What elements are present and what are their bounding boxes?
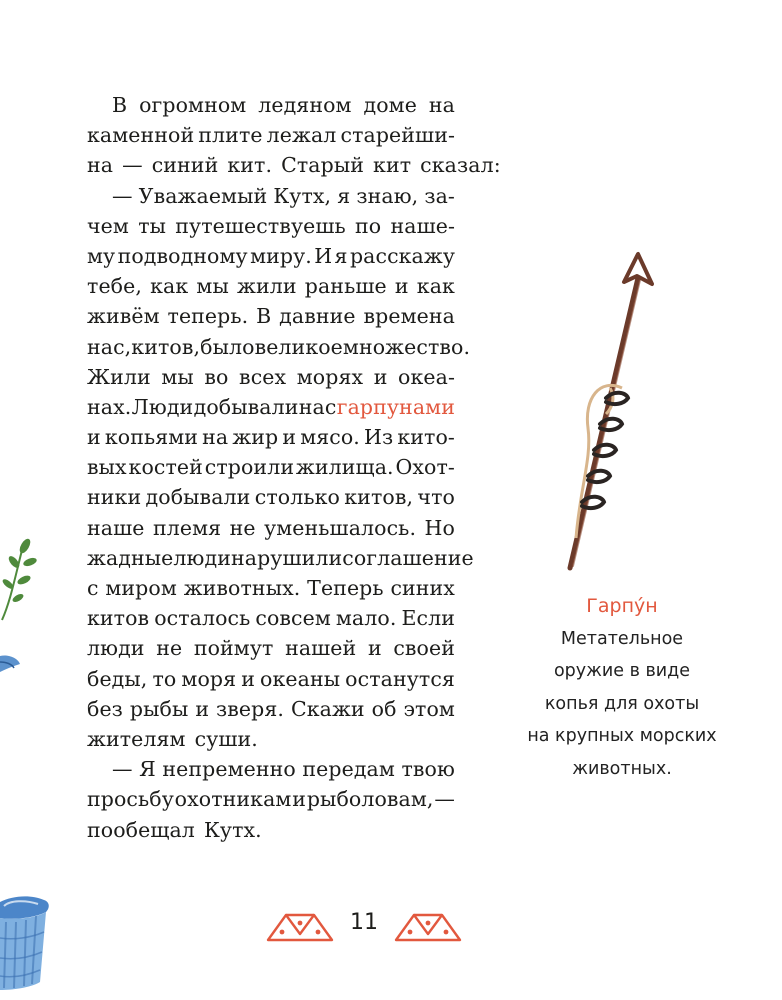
text-word: было <box>200 334 255 359</box>
text-word: и <box>195 696 210 721</box>
text-word: моря <box>181 666 237 691</box>
text-word: осталось <box>154 606 251 631</box>
text-word: совсем <box>255 606 331 631</box>
text-line <box>87 573 455 603</box>
text-word: В <box>256 304 272 329</box>
story-text <box>87 90 501 845</box>
text-line <box>87 452 455 482</box>
text-line <box>87 513 455 543</box>
text-word: зверя. <box>216 696 285 721</box>
text-line <box>87 362 455 392</box>
text-word: синих <box>390 576 455 600</box>
text-word: кит. <box>227 153 273 178</box>
text-word: своей <box>393 636 455 661</box>
text-word: Если <box>401 606 455 631</box>
text-word: копьями <box>104 425 199 450</box>
text-line <box>87 784 455 814</box>
text-word: миром <box>105 576 177 600</box>
text-word: множество. <box>342 334 471 359</box>
text-word: рыболовам, <box>306 787 434 812</box>
text-line <box>87 754 455 784</box>
text-word: живём <box>87 304 160 329</box>
text-word: с <box>87 576 99 600</box>
glossary-definition-line: на крупных морских <box>527 726 717 746</box>
text-word: что <box>417 485 455 510</box>
text-word: чем <box>87 213 129 238</box>
highlighted-term: гарпунами <box>336 394 455 419</box>
text-word: Я <box>139 757 156 782</box>
text-word: ники <box>87 485 142 510</box>
text-word: всех <box>239 364 287 389</box>
text-word: Жили <box>87 364 151 389</box>
text-word: океаны <box>260 666 341 691</box>
text-word: каменной <box>87 123 195 148</box>
text-word: — <box>112 183 133 208</box>
text-word: суши. <box>194 726 258 751</box>
text-word: без <box>87 696 123 721</box>
text-line <box>87 211 455 241</box>
text-word: — <box>112 757 133 782</box>
text-word: миру. <box>250 243 312 268</box>
text-word: об <box>371 696 397 721</box>
text-word: как <box>416 274 455 299</box>
text-line <box>87 815 455 845</box>
text-line <box>87 181 455 211</box>
text-word: тебе, <box>87 274 142 299</box>
text-word: кито- <box>397 425 455 450</box>
text-line <box>87 301 455 331</box>
text-word: люди <box>87 636 145 661</box>
text-word: и <box>373 364 388 389</box>
text-word: нашей <box>285 636 357 661</box>
page-footer <box>266 908 462 946</box>
text-word: и <box>87 425 101 450</box>
text-word: раньше <box>304 274 387 299</box>
text-word: останутся <box>345 666 455 691</box>
text-word: и <box>292 787 307 812</box>
text-word: Уважаемый <box>138 183 268 208</box>
text-word: поймут <box>193 636 274 661</box>
text-word: и <box>394 274 409 299</box>
text-word: жилища. <box>295 455 394 480</box>
text-word: китов <box>87 606 150 631</box>
text-word: китов, <box>344 485 414 510</box>
text-line <box>87 664 455 694</box>
text-word: Кутх. <box>203 817 262 842</box>
text-word: — <box>122 153 143 178</box>
text-word: нас, <box>87 334 132 359</box>
page-number: 11 <box>350 910 378 935</box>
text-word: кит <box>373 153 412 178</box>
text-word: этом <box>403 696 455 721</box>
text-word: жадные <box>87 545 174 570</box>
text-word: И <box>314 243 333 268</box>
text-word: морях <box>296 364 364 389</box>
text-word: уменьшалось. <box>264 515 417 540</box>
text-word: и <box>282 425 297 450</box>
text-word: охотникам <box>174 787 292 812</box>
text-word: наше- <box>390 213 455 238</box>
triangle-ornament-icon <box>266 912 334 942</box>
text-word: сказал: <box>420 153 501 178</box>
text-word: столько <box>254 485 340 510</box>
text-word: на <box>202 425 229 450</box>
text-word: лежал <box>266 123 337 148</box>
text-word: великое <box>254 334 343 359</box>
text-line <box>87 422 455 452</box>
text-word: океа- <box>398 364 455 389</box>
text-word: я <box>337 183 351 208</box>
text-word: пообещал <box>87 817 195 842</box>
text-word: передам <box>302 757 395 782</box>
text-line <box>87 332 471 362</box>
text-word: добывали <box>145 485 251 510</box>
text-word: мясо. <box>300 425 360 450</box>
text-word: жир <box>232 425 279 450</box>
text-word: ты <box>138 213 167 238</box>
text-word: доме <box>363 93 417 117</box>
text-word: давние <box>279 304 356 329</box>
text-word: синий <box>151 153 219 178</box>
text-line <box>87 271 455 301</box>
text-line <box>87 603 455 633</box>
glossary-definition-line: животных. <box>572 758 672 779</box>
text-word: времена <box>363 304 455 329</box>
blue-flower-icon <box>0 650 24 680</box>
glossary-definition-line: Метательное <box>560 628 684 649</box>
text-word: вых <box>87 455 127 480</box>
text-word: во <box>204 364 229 389</box>
text-line <box>87 543 474 573</box>
text-word: непременно <box>162 757 296 782</box>
text-word: и <box>367 636 382 661</box>
text-word: нарушили <box>230 545 343 570</box>
text-word: старейши- <box>340 123 455 148</box>
text-line <box>87 633 455 663</box>
text-word: Охот- <box>395 455 455 480</box>
text-line <box>87 724 455 754</box>
text-line <box>87 241 455 271</box>
text-word: Старый <box>281 153 365 178</box>
text-word: нас <box>298 394 337 419</box>
text-word: Из <box>364 425 394 450</box>
text-word: Скажи <box>290 696 365 721</box>
text-word: я <box>334 243 348 268</box>
text-word: огромном <box>139 93 247 117</box>
text-line <box>87 150 501 180</box>
glossary-definition-line: копья для охоты <box>544 693 700 714</box>
text-word: твою <box>401 757 455 782</box>
text-word: то <box>152 666 177 691</box>
text-word: не <box>156 636 183 661</box>
text-word: по <box>355 213 382 238</box>
text-line <box>87 90 455 120</box>
blue-basket-icon <box>0 882 58 1000</box>
text-word: не <box>229 515 256 540</box>
text-word: рыбы <box>129 696 189 721</box>
text-word: соглашение <box>342 545 474 570</box>
text-word: Теперь <box>307 576 384 600</box>
text-word: добывали <box>193 394 299 419</box>
text-word: Люди <box>131 394 194 419</box>
text-word: му <box>87 243 116 268</box>
text-line <box>87 694 455 724</box>
text-word: путешествуешь <box>175 213 346 238</box>
text-word: за- <box>424 183 455 208</box>
text-word: строили <box>204 455 295 480</box>
text-word: мы <box>161 364 194 389</box>
text-word: мы <box>196 274 229 299</box>
text-word: нах. <box>87 394 132 419</box>
text-word: на <box>428 93 455 117</box>
text-word: подводному <box>117 243 248 268</box>
text-line <box>87 392 455 422</box>
text-word: — <box>434 787 455 812</box>
text-word: Кутх, <box>273 183 332 208</box>
text-word: жили <box>237 274 297 299</box>
text-word: на <box>87 153 114 178</box>
text-word: люди <box>173 545 231 570</box>
text-word: мало. <box>335 606 397 631</box>
text-word: беды, <box>87 666 148 691</box>
text-word: просьбу <box>87 787 174 812</box>
text-word: и <box>241 666 255 691</box>
text-word: расскажу <box>349 243 455 268</box>
text-word: знаю, <box>356 183 419 208</box>
glossary-term: Гарпу́н <box>586 595 658 617</box>
text-word: племя <box>152 515 222 540</box>
text-word: ледяном <box>258 93 352 117</box>
text-word: Но <box>424 515 455 540</box>
text-word: жителям <box>87 726 186 751</box>
text-word: наше <box>87 515 145 540</box>
harpoon-icon <box>540 238 670 578</box>
glossary-caption <box>512 590 732 785</box>
text-word: В <box>112 93 128 117</box>
text-line <box>87 482 455 512</box>
text-word: животных. <box>183 576 301 600</box>
text-word: костей <box>128 455 203 480</box>
text-word: плите <box>198 123 263 148</box>
text-line <box>87 120 455 150</box>
triangle-ornament-icon <box>394 912 462 942</box>
text-word: китов, <box>131 334 201 359</box>
glossary-definition-line: оружие в виде <box>553 661 691 681</box>
text-word: как <box>150 274 189 299</box>
plant-sprig-icon <box>0 532 40 622</box>
text-word: теперь. <box>167 304 249 329</box>
